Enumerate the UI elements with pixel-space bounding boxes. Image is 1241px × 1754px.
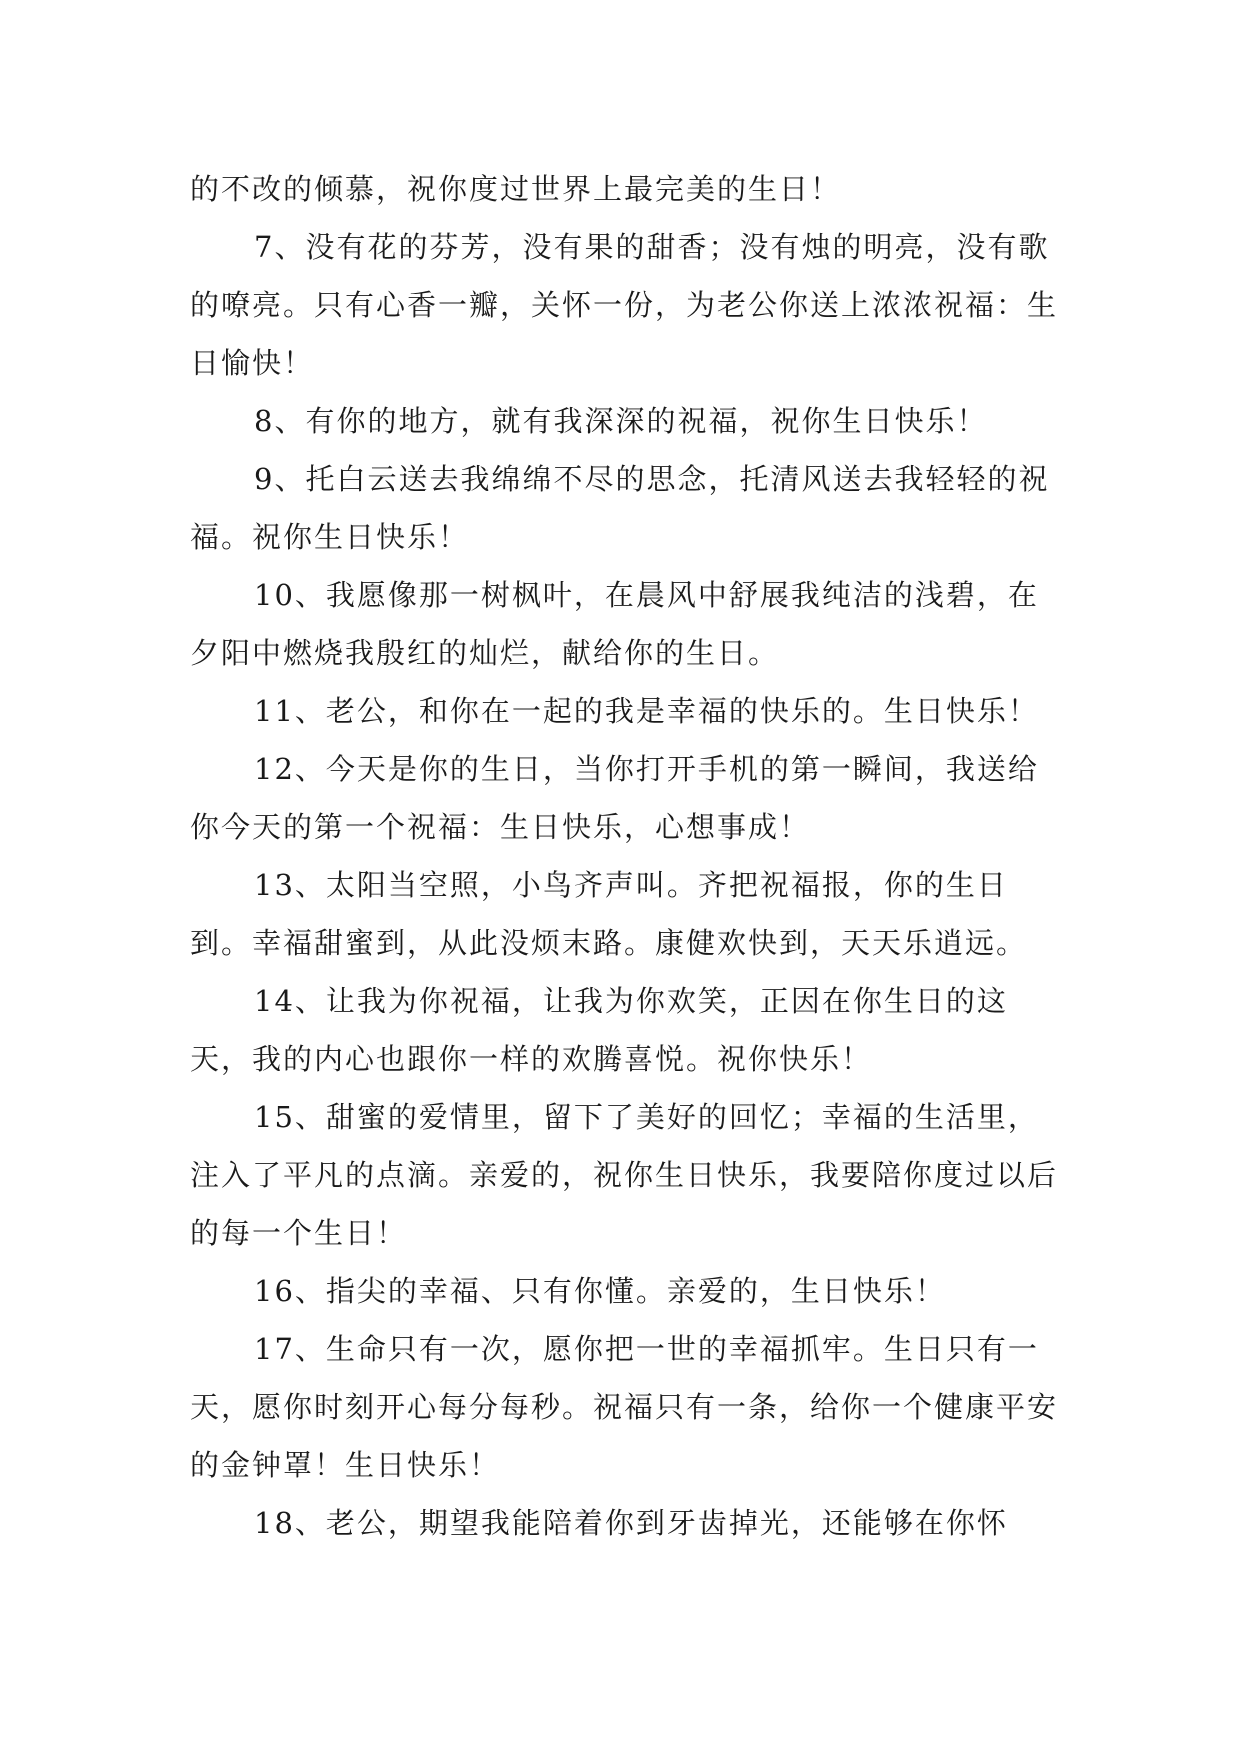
paragraph-8: 8、有你的地方，就有我深深的祝福，祝你生日快乐！ xyxy=(254,404,988,438)
paragraph-12: 12、今天是你的生日，当你打开手机的第一瞬间，我送给你今天的第一个祝福：生日快乐，心想事成！ xyxy=(190,752,1039,844)
paragraph-11: 11、老公，和你在一起的我是幸福的快乐的。生日快乐！ xyxy=(254,694,1039,728)
paragraph-14: 14、让我为你祝福，让我为你欢笑，正因在你生日的这天，我的内心也跟你一样的欢腾喜悦。祝你快乐！ xyxy=(190,984,1008,1076)
paragraph-18: 18、老公，期望我能陪着你到牙齿掉光，还能够在你怀 xyxy=(254,1506,1008,1540)
paragraph-continuation: 的不改的倾慕，祝你度过世界上最完美的生日！ xyxy=(190,172,842,206)
document-body xyxy=(190,160,1060,1552)
paragraph-10: 10、我愿像那一树枫叶，在晨风中舒展我纯洁的浅碧，在夕阳中燃烧我殷红的灿烂，献给你的生日。 xyxy=(190,578,1039,670)
paragraph-15: 15、甜蜜的爱情里，留下了美好的回忆；幸福的生活里，注入了平凡的点滴。亲爱的，祝你生日快乐，我要陪你度过以后的每一个生日！ xyxy=(190,1100,1059,1250)
paragraph-17: 17、生命只有一次，愿你把一世的幸福抓牢。生日只有一天，愿你时刻开心每分每秒。祝福只有一条，给你一个健康平安的金钟罩！生日快乐！ xyxy=(190,1332,1059,1482)
paragraph-7: 7、没有花的芬芳，没有果的甜香；没有烛的明亮，没有歌的嘹亮。只有心香一瓣，关怀一份，为老公你送上浓浓祝福：生日愉快！ xyxy=(190,230,1059,380)
paragraph-13: 13、太阳当空照，小鸟齐声叫。齐把祝福报，你的生日到。幸福甜蜜到，从此没烦末路。康健欢快到，天天乐逍远。 xyxy=(190,868,1028,960)
paragraph-9: 9、托白云送去我绵绵不尽的思念，托清风送去我轻轻的祝福。祝你生日快乐！ xyxy=(190,462,1050,554)
paragraph-16: 16、指尖的幸福、只有你懂。亲爱的，生日快乐！ xyxy=(254,1274,946,1308)
